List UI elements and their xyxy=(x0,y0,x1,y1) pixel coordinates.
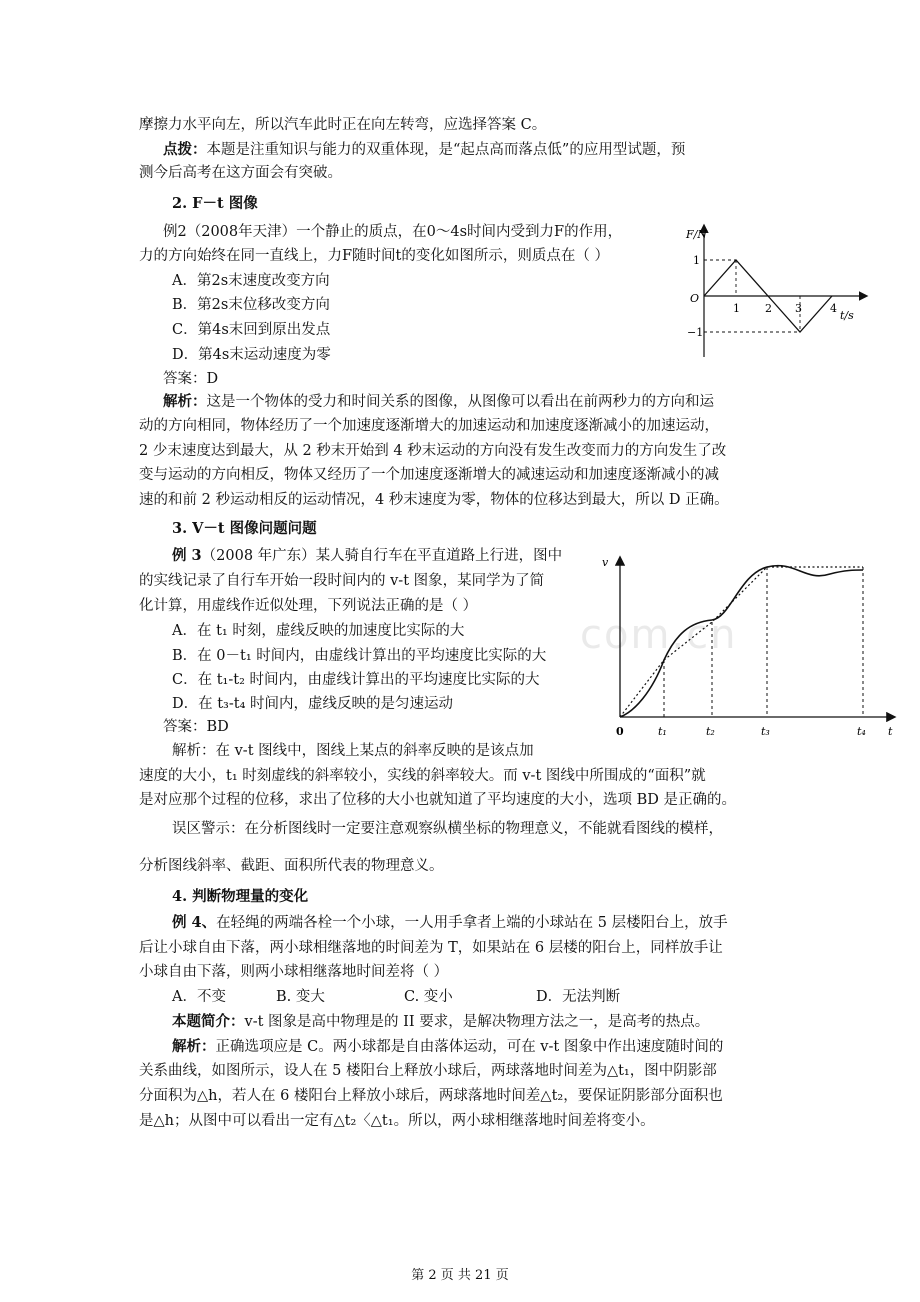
note-text-2: 测今后高考在这方面会有突破。 xyxy=(139,165,342,181)
option-2b: B．第2s末位移改变方向 xyxy=(172,297,330,313)
analysis-2-line3: 2 少末速度达到最大，从 2 秒末开始到 4 秒末运动的方向没有发生改变而力的方向发生了改 xyxy=(139,443,727,459)
analysis-2-line2: 动的方向相同，物体经历了一个加速度逐渐增大的加速运动和加速度逐渐减小的加速运动， xyxy=(139,418,719,434)
analysis-2-line4: 变与运动的方向相反，物体又经历了一个加速度逐渐增大的减速运动和加速度逐渐减小的减 xyxy=(139,467,719,483)
analysis-2-line5: 速的和前 2 秒运动相反的运动情况，4 秒末速度为零，物体的位移达到最大，所以 D 正确。 xyxy=(139,492,729,508)
x-tick-3: 3 xyxy=(795,302,802,315)
question-3-text: （2008 年广东）某人骑自行车在平直道路上行进，图中 xyxy=(201,548,563,564)
intro-4-label: 本题简介： xyxy=(172,1013,245,1030)
option-2d: D．第4s末运动速度为零 xyxy=(172,347,331,363)
t4-label: t₄ xyxy=(857,725,866,738)
page-footer: 第 2 页 共 21 页 xyxy=(411,1268,509,1283)
origin-label: O xyxy=(690,292,700,305)
question-3-line3: 化计算，用虚线作近似处理，下列说法正确的是（ ） xyxy=(139,598,478,614)
analysis-4-line4: 是△h；从图中可以看出一定有△t₂〈△t₁。所以，两小球相继落地时间差将变小。 xyxy=(139,1113,655,1129)
answer-2: 答案：D xyxy=(163,371,219,387)
x-tick-2: 2 xyxy=(765,302,772,315)
t2-label: t₂ xyxy=(706,725,715,738)
y-tick-neg1: −1 xyxy=(687,326,704,339)
section-heading-3: 3. V－t 图像问题问题 xyxy=(172,520,317,537)
option-3a: A．在 t₁ 时刻，虚线反映的加速度比实际的大 xyxy=(172,623,465,639)
analysis-3-line2: 速度的大小，t₁ 时刻虚线的斜率较小，实线的斜率较大。而 v-t 图线中所围成的“面积”就 xyxy=(139,768,706,784)
question-3-label: 例 3 xyxy=(172,547,202,564)
intro-4-line xyxy=(172,1012,709,1032)
v-axis-label: v xyxy=(602,556,609,569)
analysis-4-line2: 关系曲线，如图所示，设人在 5 楼阳台上释放小球后，两球落地时间差为△t₁，图中阴影部 xyxy=(139,1063,717,1079)
option-3b: B．在 0－t₁ 时间内，由虚线计算出的平均速度比实际的大 xyxy=(172,648,547,664)
warning-line1: 误区警示：在分析图线时一定要注意观察纵横坐标的物理意义，不能就看图线的模样， xyxy=(172,821,723,837)
question-4-line1 xyxy=(172,913,728,933)
option-3c: C．在 t₁-t₂ 时间内，由虚线计算出的平均速度比实际的大 xyxy=(172,672,540,688)
analysis-4-label: 解析： xyxy=(172,1038,216,1055)
option-4d: D．无法判断 xyxy=(536,989,621,1005)
question-4-line3: 小球自由下落，则两小球相继落地时间差将（ ） xyxy=(139,964,449,980)
option-3d: D．在 t₃-t₄ 时间内，虚线反映的是匀速运动 xyxy=(172,696,454,712)
actual-velocity-curve xyxy=(620,566,863,717)
analysis-4-text: 正确选项应是 C。两小球都是自由落体运动，可在 v-t 图象中作出速度随时间的 xyxy=(215,1039,724,1055)
approximation-dotted-line xyxy=(620,567,863,717)
option-4a: A．不变 xyxy=(172,989,226,1005)
analysis-2-text: 这是一个物体的受力和时间关系的图像，从图像可以看出在前两秒力的方向和运 xyxy=(206,394,714,410)
t3-label: t₃ xyxy=(761,725,770,738)
t-axis-label: t xyxy=(888,725,893,738)
question-2-line2: 力的方向始终在同一直线上，力F随时间t的变化如图所示，则质点在（ ） xyxy=(139,248,609,264)
analysis-2-label: 解析： xyxy=(163,393,207,410)
answer-3: 答案：BD xyxy=(163,719,229,735)
x-tick-4: 4 xyxy=(830,302,837,315)
analysis-4-line3: 分面积为△h，若人在 6 楼阳台上释放小球后，两球落地时间差△t₂，要保证阴影部分面积也 xyxy=(139,1088,723,1104)
y-axis-label: F/N xyxy=(686,228,707,241)
analysis-2-line1 xyxy=(163,392,714,412)
note-paragraph xyxy=(163,140,685,160)
option-4c: C. 变小 xyxy=(404,989,453,1005)
v-origin-label: 0 xyxy=(616,725,624,738)
intro-line: 摩擦力水平向左，所以汽车此时正在向左转弯，应选择答案 C。 xyxy=(139,117,547,133)
question-4-line2: 后让小球自由下落，两小球相继落地的时间差为 T，如果站在 6 层楼的阳台上，同样放手让 xyxy=(139,940,723,956)
option-4b: B. 变大 xyxy=(276,989,325,1005)
option-2a: A．第2s末速度改变方向 xyxy=(172,273,330,289)
question-3-line1 xyxy=(172,546,562,566)
analysis-3-line3: 是对应那个过程的位移，求出了位移的大小也就知道了平均速度的大小，选项 BD 是正确的。 xyxy=(139,792,736,808)
warning-line2: 分析图线斜率、截距、面积所代表的物理意义。 xyxy=(139,858,444,874)
note-label: 点拨： xyxy=(163,141,207,158)
analysis-3-line1: 解析：在 v-t 图线中，图线上某点的斜率反映的是该点加 xyxy=(172,743,534,759)
question-3-line2: 的实线记录了自行车开始一段时间内的 v-t 图象，某同学为了简 xyxy=(139,573,545,589)
section-heading-4: 4. 判断物理量的变化 xyxy=(172,888,309,905)
analysis-4-line1 xyxy=(172,1037,723,1057)
section-heading-2: 2. F－t 图像 xyxy=(172,195,258,212)
x-axis-label: t/s xyxy=(840,309,854,322)
y-tick-1: 1 xyxy=(693,254,700,267)
velocity-time-graph xyxy=(600,552,900,742)
note-text: 本题是注重知识与能力的双重体现，是“起点高而落点低”的应用型试题，预 xyxy=(206,142,686,158)
watermark: com.cn xyxy=(580,612,738,658)
x-tick-1: 1 xyxy=(733,302,740,315)
t1-label: t₁ xyxy=(658,725,667,738)
intro-4-text: v-t 图象是高中物理是的 II 要求，是解决物理方法之一，是高考的热点。 xyxy=(244,1014,710,1030)
question-4-label: 例 4、 xyxy=(172,914,217,931)
question-4-text: 在轻绳的两端各栓一个小球，一人用手拿者上端的小球站在 5 层楼阳台上，放手 xyxy=(216,915,728,931)
question-2-line1: 例2（2008年天津）一个静止的质点，在0～4s时间内受到力F的作用， xyxy=(163,224,623,240)
force-time-graph xyxy=(684,222,874,362)
option-2c: C．第4s末回到原出发点 xyxy=(172,322,331,338)
